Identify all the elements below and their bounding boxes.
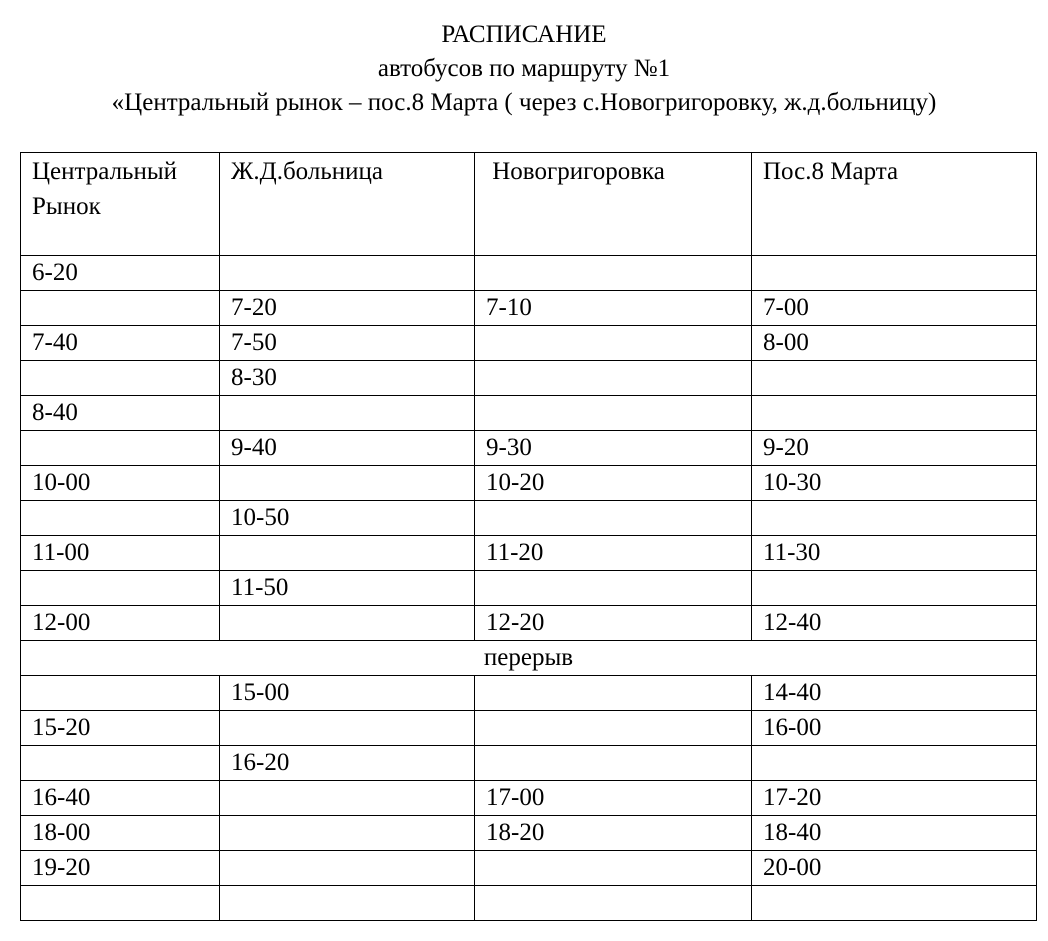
table-cell <box>475 571 752 606</box>
table-cell: 10-50 <box>220 501 475 536</box>
table-row <box>21 886 1037 921</box>
table-cell <box>475 886 752 921</box>
table-cell: 8-40 <box>21 396 220 431</box>
table-cell <box>752 256 1037 291</box>
table-cell: 7-50 <box>220 326 475 361</box>
table-cell: 9-40 <box>220 431 475 466</box>
table-cell: 18-00 <box>21 816 220 851</box>
table-cell <box>220 396 475 431</box>
table-row <box>21 396 1037 431</box>
table-cell <box>220 256 475 291</box>
table-cell <box>475 746 752 781</box>
table-cell: 7-40 <box>21 326 220 361</box>
break-label: перерыв <box>21 641 1037 676</box>
table-cell <box>21 361 220 396</box>
break-row <box>21 641 1037 676</box>
table-cell: 16-20 <box>220 746 475 781</box>
route-description: «Центральный рынок – пос.8 Марта ( через с.Новогригоровку, ж.д.больницу) <box>111 89 937 116</box>
table-cell <box>220 466 475 501</box>
document-header <box>0 18 1048 120</box>
column-header: Пос.8 Марта <box>752 153 1037 256</box>
table-cell: 15-00 <box>220 676 475 711</box>
table-row <box>21 711 1037 746</box>
table-cell: 12-20 <box>475 606 752 641</box>
table-cell <box>752 746 1037 781</box>
table-cell: 18-20 <box>475 816 752 851</box>
table-cell: 12-40 <box>752 606 1037 641</box>
table-cell <box>475 326 752 361</box>
table-cell <box>475 256 752 291</box>
table-cell <box>475 396 752 431</box>
table-cell <box>752 361 1037 396</box>
table-cell <box>475 501 752 536</box>
table-row <box>21 256 1037 291</box>
table-cell: 11-50 <box>220 571 475 606</box>
table-cell: 10-30 <box>752 466 1037 501</box>
table-cell <box>21 676 220 711</box>
table-row <box>21 781 1037 816</box>
table-cell: 11-00 <box>21 536 220 571</box>
table-row <box>21 326 1037 361</box>
table-cell <box>220 536 475 571</box>
table-row <box>21 676 1037 711</box>
table-cell <box>21 291 220 326</box>
table-cell <box>220 781 475 816</box>
table-cell: 10-20 <box>475 466 752 501</box>
table-cell <box>475 711 752 746</box>
table-cell: 15-20 <box>21 711 220 746</box>
table-row <box>21 536 1037 571</box>
table-cell: 17-20 <box>752 781 1037 816</box>
table-row <box>21 431 1037 466</box>
table-cell: 9-30 <box>475 431 752 466</box>
table-cell <box>220 711 475 746</box>
table-cell: 16-40 <box>21 781 220 816</box>
table-cell <box>21 746 220 781</box>
column-header: Новогригоровка <box>475 153 752 256</box>
table-cell: 11-20 <box>475 536 752 571</box>
table-cell: 7-10 <box>475 291 752 326</box>
document-title: РАСПИСАНИЕ <box>441 21 607 48</box>
table-cell <box>752 501 1037 536</box>
table-cell: 9-20 <box>752 431 1037 466</box>
schedule-table <box>20 152 1037 921</box>
table-row <box>21 291 1037 326</box>
table-cell: 11-30 <box>752 536 1037 571</box>
table-cell <box>475 851 752 886</box>
table-cell: 16-00 <box>752 711 1037 746</box>
table-cell: 7-00 <box>752 291 1037 326</box>
table-cell <box>220 886 475 921</box>
table-row <box>21 816 1037 851</box>
table-cell: 6-20 <box>21 256 220 291</box>
table-cell <box>475 676 752 711</box>
schedule-body <box>21 256 1037 921</box>
table-row <box>21 571 1037 606</box>
table-row <box>21 361 1037 396</box>
table-cell: 8-30 <box>220 361 475 396</box>
table-header-row <box>21 153 1037 256</box>
table-cell: 7-20 <box>220 291 475 326</box>
table-cell <box>752 571 1037 606</box>
table-cell <box>21 571 220 606</box>
table-cell <box>21 431 220 466</box>
table-cell <box>220 816 475 851</box>
table-cell <box>752 396 1037 431</box>
table-cell: 10-00 <box>21 466 220 501</box>
table-row <box>21 851 1037 886</box>
table-cell: 8-00 <box>752 326 1037 361</box>
table-row <box>21 501 1037 536</box>
table-cell <box>21 501 220 536</box>
table-cell <box>220 606 475 641</box>
table-cell: 17-00 <box>475 781 752 816</box>
table-cell <box>752 886 1037 921</box>
table-cell: 19-20 <box>21 851 220 886</box>
table-cell <box>220 851 475 886</box>
table-cell <box>475 361 752 396</box>
column-header: Ж.Д.больница <box>220 153 475 256</box>
table-row <box>21 606 1037 641</box>
table-cell: 18-40 <box>752 816 1037 851</box>
table-cell <box>21 886 220 921</box>
table-row <box>21 466 1037 501</box>
table-row <box>21 746 1037 781</box>
table-cell: 12-00 <box>21 606 220 641</box>
column-header: Центральный Рынок <box>21 153 220 256</box>
document-subtitle: автобусов по маршруту №1 <box>377 55 671 82</box>
table-cell: 14-40 <box>752 676 1037 711</box>
table-cell: 20-00 <box>752 851 1037 886</box>
